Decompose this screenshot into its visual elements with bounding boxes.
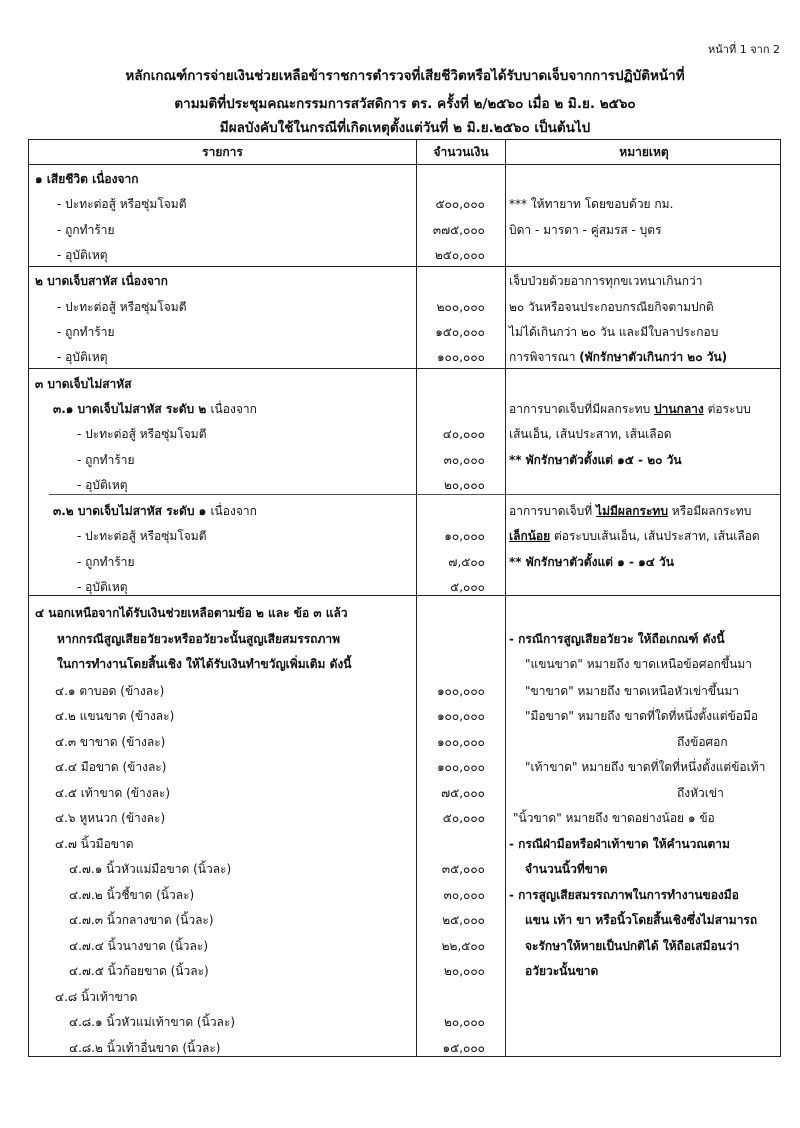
s4-row-amount: ๑๐๐,๐๐๐ [436, 760, 485, 774]
s4-remark: ถึงหัวเข่า [677, 786, 724, 800]
s4-remark: "แขนขาด" หมายถึง ขาดเหนือข้อศอกขึ้นมา [525, 657, 752, 671]
s4-8-row-label: ๔.๘.๑ นิ้วหัวแม่เท้าขาด (นิ้วละ) [69, 1015, 236, 1029]
s2-row-label: - ถูกทำร้าย [57, 325, 115, 339]
s4-row-amount: ๕๐,๐๐๐ [442, 811, 485, 825]
s3-1-remark-text: ต่อระบบ [703, 402, 751, 416]
s3-2-row-amount: ๗,๕๐๐ [448, 555, 485, 569]
s3-2-remark-text: อาการบาดเจ็บที่ [509, 504, 597, 518]
effective-date-line: มีผลบังคับใช้ในกรณีที่เกิดเหตุตั้งแต่วันที่ ๒ มิ.ย.๒๕๖๐ เป็นต้นไป [219, 120, 591, 136]
section-4-text: ในการทำงานโดยสิ้นเชิง ให้ได้รับเงินทำขวัญเพิ่มเติม ดังนี้ [57, 657, 352, 671]
s3-1-remark: เส้นเอ็น, เส้นประสาท, เส้นเลือด [509, 427, 672, 441]
s1-row-amount: ๓๗๕,๐๐๐ [432, 223, 485, 237]
s4-7-row-amount: ๓๕,๐๐๐ [441, 862, 485, 876]
s3-2-title-bold: ๓.๒ บาดเจ็บไม่สาหัส ระดับ ๑ [53, 504, 211, 518]
section-divider [29, 368, 780, 369]
header-remark: หมายเหตุ [619, 145, 669, 159]
s4-remark: จะรักษาให้หายเป็นปกติได้ ให้ถือเสมือนว่า [525, 939, 740, 953]
document-title: หลักเกณฑ์การจ่ายเงินช่วยเหลือข้าราชการตำรวจที่เสียชีวิตหรือได้รับบาดเจ็บจากการปฏิบัติหน้าที่ [125, 68, 685, 84]
s4-remark: "นิ้วขาด" หมายถึง ขาดอย่างน้อย ๑ ข้อ [513, 811, 715, 825]
s2-row-amount: ๑๐๐,๐๐๐ [436, 350, 485, 364]
s4-8-title: ๔.๘ นิ้วเท้าขาด [55, 990, 138, 1004]
s4-row-label: ๔.๑ ตาบอด (ข้างละ) [55, 684, 165, 698]
s2-row-label: - อุบัติเหตุ [57, 350, 108, 364]
s2-remark-emphasis: (พักรักษาตัวเกินกว่า ๒๐ วัน) [579, 350, 728, 364]
header-divider [29, 164, 780, 165]
s3-1-remark-text: อาการบาดเจ็บที่มีผลกระทบ [509, 402, 654, 416]
s3-1-row-label: - ถูกทำร้าย [77, 453, 135, 467]
s4-remark: "เท้าขาด" หมายถึง ขาดที่ใดที่หนึ่งตั้งแต่ข้อเท้า [525, 760, 766, 774]
section-divider [29, 595, 780, 596]
section-divider [29, 266, 780, 267]
s4-row-label: ๔.๖ หูหนวก (ข้างละ) [55, 811, 166, 825]
s4-row-amount: ๗๕,๐๐๐ [441, 786, 485, 800]
s4-row-label: ๔.๔ มือขาด (ข้างละ) [55, 760, 167, 774]
s4-7-row-label: ๔.๗.๓ นิ้วกลางขาด (นิ้วละ) [69, 913, 214, 927]
s2-row-label: - ปะทะต่อสู้ หรือซุ่มโจมตี [57, 300, 187, 314]
s3-2-remark-emphasis: เล็กน้อย [509, 529, 551, 543]
s3-1-title-rest: เนื่องจาก [210, 402, 257, 416]
s3-1-remark [509, 401, 751, 417]
s4-remark: - กรณีฝ่ามือหรือฝ่าเท้าขาด ให้คำนวณตาม [509, 837, 730, 851]
s3-2-row-label: - ปะทะต่อสู้ หรือซุ่มโจมตี [77, 529, 207, 543]
subsection-divider [49, 494, 780, 495]
s4-7-row-label: ๔.๗.๔ นิ้วนางขาด (นิ้วละ) [69, 939, 209, 953]
s3-1-row-label: - ปะทะต่อสู้ หรือซุ่มโจมตี [77, 427, 207, 441]
s1-remark: *** ให้ทายาท โดยขอบด้วย กม. [509, 197, 674, 211]
s1-row-label: - อุบัติเหตุ [57, 248, 108, 262]
s4-7-row-amount: ๒๐,๐๐๐ [443, 964, 485, 978]
s3-2-remark-text: หรือมีผลกระทบ [667, 504, 752, 518]
s4-row-amount: ๑๐๐,๐๐๐ [436, 709, 485, 723]
s4-remark: - การสูญเสียสมรรถภาพในการทำงานของมือ [509, 888, 739, 902]
s3-2-remark [509, 503, 751, 519]
s3-1-remark-emphasis: ปานกลาง [654, 402, 704, 416]
s4-7-row-amount: ๒๕,๐๐๐ [442, 913, 485, 927]
section-1-title: ๑ เสียชีวิต เนื่องจาก [35, 172, 139, 186]
s1-row-amount: ๕๐๐,๐๐๐ [435, 197, 485, 211]
s4-8-row-label: ๔.๘.๒ นิ้วเท้าอื่นขาด (นิ้วละ) [69, 1041, 221, 1055]
s4-remark: อวัยวะนั้นขาด [525, 964, 599, 978]
s3-2-title-rest: เนื่องจาก [210, 504, 257, 518]
s1-row-label: - ปะทะต่อสู้ หรือซุ่มโจมตี [57, 197, 187, 211]
header-item: รายการ [202, 145, 243, 159]
s4-row-label: ๔.๒ แขนขาด (ข้างละ) [55, 709, 175, 723]
s2-remark: เจ็บป่วยด้วยอาการทุกขเวทนาเกินกว่า [509, 274, 703, 288]
s4-row-label: ๔.๕ เท้าขาด (ข้างละ) [55, 786, 171, 800]
s1-row-amount: ๒๕๐,๐๐๐ [434, 248, 485, 262]
s4-7-title: ๔.๗ นิ้วมือขาด [55, 837, 134, 851]
s4-remark: ถึงข้อศอก [677, 735, 728, 749]
s4-row-amount: ๑๐๐,๐๐๐ [436, 735, 485, 749]
section-4-text: หากกรณีสูญเสียอวัยวะหรืออวัยวะนั้นสูญเสียสมรรถภาพ [57, 632, 341, 646]
s3-1-row-label: - อุบัติเหตุ [77, 478, 128, 492]
s1-remark: บิดา - มารดา - คู่สมรส - บุตร [509, 223, 662, 237]
s4-7-row-amount: ๓๐,๐๐๐ [443, 888, 485, 902]
s3-2-title [53, 503, 257, 519]
s4-remark: "มือขาด" หมายถึง ขาดที่ใดที่หนึ่งตั้งแต่ข้อมือ [525, 709, 759, 723]
s2-remark-text: การพิจารณา [509, 350, 580, 364]
s4-7-row-label: ๔.๗.๕ นิ้วก้อยขาด (นิ้วละ) [69, 964, 209, 978]
s4-remark: "ขาขาด" หมายถึง ขาดเหนือหัวเข่าขึ้นมา [525, 684, 739, 698]
s4-remark: แขน เท้า ขา หรือนิ้วโดยสิ้นเชิงซึ่งไม่สามารถ [525, 913, 758, 927]
benefits-table [28, 139, 781, 1057]
s2-remark: ไม่ได้เกินกว่า ๒๐ วัน และมีใบลาประกอบ [509, 325, 719, 339]
s3-2-row-label: - ถูกทำร้าย [77, 555, 135, 569]
s4-8-row-amount: ๒๐,๐๐๐ [443, 1015, 485, 1029]
s4-7-row-label: ๔.๗.๑ นิ้วหัวแม่มือขาด (นิ้วละ) [69, 862, 232, 876]
section-4-title: ๔ นอกเหนือจากได้รับเงินช่วยเหลือตามข้อ ๒ และ ข้อ ๓ แล้ว [35, 606, 348, 620]
s3-2-remark: ** พักรักษาตัวตั้งแต่ ๑ - ๑๔ วัน [509, 555, 674, 569]
section-2-title: ๒ บาดเจ็บสาหัส เนื่องจาก [35, 274, 168, 288]
s3-2-remark-text: ต่อระบบเส้นเอ็น, เส้นประสาท, เส้นเลือด [550, 529, 760, 543]
section-3-title: ๓ บาดเจ็บไม่สาหัส [35, 377, 132, 391]
s1-row-label: - ถูกทำร้าย [57, 223, 115, 237]
s4-8-row-amount: ๑๕,๐๐๐ [442, 1041, 485, 1055]
s3-1-row-amount: ๓๐,๐๐๐ [443, 453, 485, 467]
s3-2-row-amount: ๑๐,๐๐๐ [444, 529, 485, 543]
s2-row-amount: ๑๕๐,๐๐๐ [435, 325, 485, 339]
s4-7-row-amount: ๒๒,๕๐๐ [441, 939, 485, 953]
s4-remark: จำนวนนิ้วที่ขาด [525, 862, 608, 876]
page-number: หน้าที่ 1 จาก 2 [708, 43, 780, 56]
s3-1-row-amount: ๒๐,๐๐๐ [443, 478, 485, 492]
header-amount: จำนวนเงิน [433, 145, 489, 159]
column-divider [505, 140, 506, 1056]
s3-1-title-bold: ๓.๑ บาดเจ็บไม่สาหัส ระดับ ๒ [53, 402, 211, 416]
s2-remark [509, 349, 727, 365]
s3-2-remark [509, 528, 760, 544]
s3-1-row-amount: ๔๐,๐๐๐ [442, 427, 485, 441]
s2-remark: ๒๐ วันหรือจนประกอบกรณียกิจตามปกติ [509, 300, 714, 314]
s4-remark: - กรณีการสูญเสียอวัยวะ ให้ถือเกณฑ์ ดังนี้ [509, 632, 725, 646]
s4-row-label: ๔.๓ ขาขาด (ข้างละ) [55, 735, 166, 749]
s3-1-remark: ** พักรักษาตัวตั้งแต่ ๑๕ - ๒๐ วัน [509, 453, 682, 467]
s3-1-title [53, 401, 257, 417]
s3-2-row-label: - อุบัติเหตุ [77, 580, 128, 594]
s2-row-amount: ๒๐๐,๐๐๐ [436, 300, 485, 314]
document-subtitle: ตามมติที่ประชุมคณะกรรมการสวัสดิการ ตร. ครั้งที่ ๒/๒๕๖๐ เมื่อ ๒ มิ.ย. ๒๕๖๐ [174, 96, 636, 112]
s3-2-row-amount: ๕,๐๐๐ [450, 580, 485, 594]
s3-2-remark-emphasis: ไม่มีผลกระทบ [596, 504, 668, 518]
s4-row-amount: ๑๐๐,๐๐๐ [436, 684, 485, 698]
s4-7-row-label: ๔.๗.๒ นิ้วชี้ขาด (นิ้วละ) [69, 888, 195, 902]
